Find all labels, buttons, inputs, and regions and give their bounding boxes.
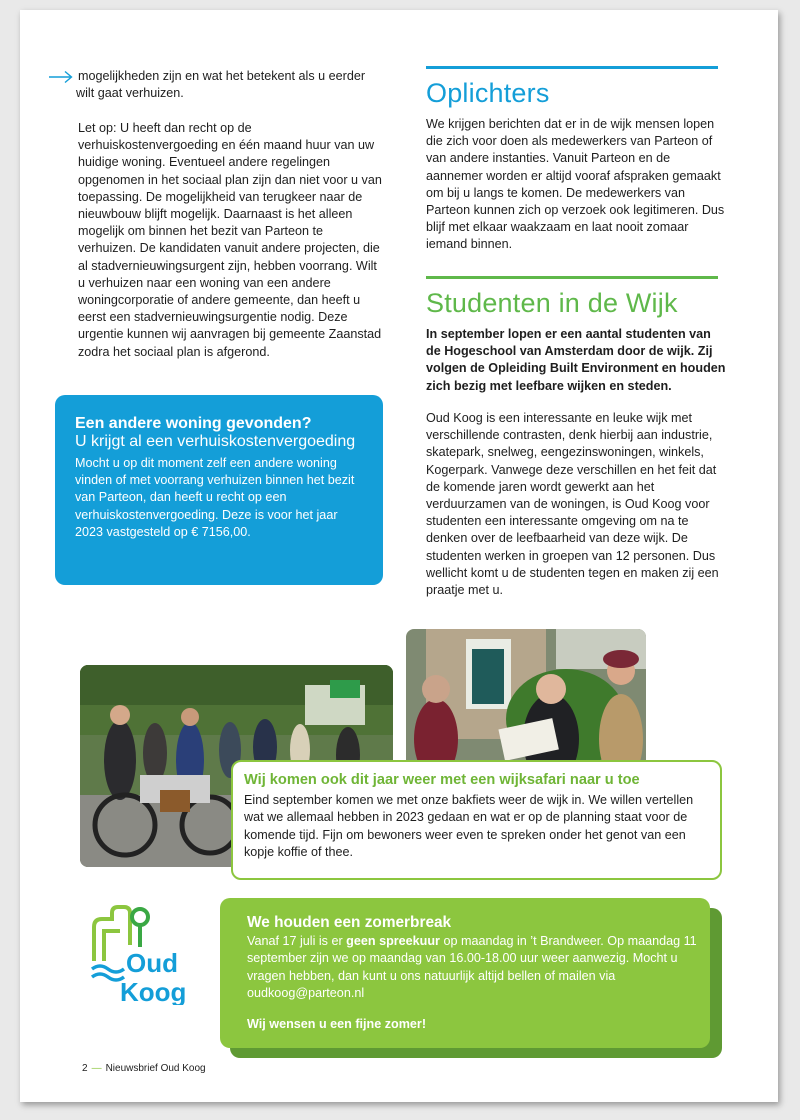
footer-dash: —: [91, 1063, 102, 1074]
summer-break-box: [220, 898, 710, 1048]
summer-break-text: [247, 933, 700, 1003]
logo-word-koog: Koog: [120, 977, 187, 1005]
oplichters-rule: [426, 66, 718, 69]
letop-paragraph: Let op: U heeft dan recht op de verhuiskostenvergoeding en één maand huur van uw huidige woning. Eventueel andere regelingen opgenomen in het sociaal plan zijn dan niet voor u van toepassing. De mogelijkheid van terugkeer naar de nieuwbouw blijft mogelijk. Daarnaast is het alleen mogelijk om binnen het bezit van Parteon te verhuizen. De kandidaten vanuit andere projecten, die al stadvernieuwingsurgent zijn, hebben voorrang. Wilt u verhuizen naar een woning van een andere woningcorporatie of andere gemeente, dan heeft u eerst een stadvernieuwingsurgentie nodig. Deze urgentie kunnen wij aanvragen bij gemeente Zaanstad zodra het sociaal plan is afgerond.: [78, 121, 382, 359]
intro-paragraph: [78, 68, 378, 102]
studenten-heading: Studenten in de Wijk: [426, 288, 678, 318]
studenten-body: Oud Koog is een interessante en leuke wijk met verschillende contrasten, denk hierbij aan industrie, skatepark, snelweg, eengezinswoningen, winkels, Kogerpark. Vanwege deze verschillen en het feit dat de komende jaren wordt gewerkt aan het verduurzamen van de woningen, is Oud Koog voor studenten een interessante omgeving om na te denken over de leefbaarheid van deze wijk. De studenten werken in groepen van 12 personen. Dus wellicht komt u de studenten tegen en maken zij een praatje met u.: [426, 411, 719, 598]
another-home-subtitle: U krijgt al een verhuiskostenvergoeding: [75, 433, 356, 450]
arrow-right-icon: [48, 70, 74, 84]
wijksafari-title: Wij komen ook dit jaar weer met een wijksafari naar u toe: [244, 772, 640, 788]
another-home-title: Een andere woning gevonden?: [75, 415, 312, 432]
page-number: 2: [82, 1063, 88, 1074]
studenten-intro: In september lopen er een aantal studenten van de Hogeschool van Amsterdam door de wijk. Zij volgen de Opleiding Built Environment en houden zich bezig met leefbare wijken en steden.: [426, 327, 726, 393]
logo-word-oud: Oud: [126, 948, 178, 978]
another-home-box: [55, 395, 383, 585]
oplichters-text: We krijgen berichten dat er in de wijk mensen lopen die zich voor doen als medewerkers van Parteon of van andere instanties. Vanuit Parteon en de aannemer worden er altijd vooraf afspraken gemaakt om bij u langs te komen. De medewerkers van Parteon kunnen zich op verzoek ook legitimeren. Dus blijf met elkaar waakzaam en laat nooit zomaar iemand binnen.: [426, 117, 725, 252]
wijksafari-box: [231, 760, 722, 880]
summer-break-title: We houden een zomerbreak: [247, 914, 452, 931]
newsletter-page: [20, 10, 778, 1102]
wijksafari-text: Eind september komen we met onze bakfiets weer de wijk in. We willen vertellen wat we allemaal hebben in 2023 gedaan en wat er op de planning staat voor de komende tijd. Fijn om bewoners weer even te spreken onder het genot van een kopje koffie of thee.: [244, 793, 694, 860]
summer-text-before: Vanaf 17 juli is er: [247, 934, 347, 948]
oud-koog-logo: [90, 905, 210, 1005]
summer-text-after: op maandag in ’t Brandweer. Op maandag 11 september zijn we op maandag van 16.00-18.00 uur weer aanwezig. Mocht u vragen hebben, dan kunt u ons natuurlijk altijd bellen of mailen via oudkoog@parteon.nl: [247, 934, 697, 1001]
photo-residents-with-map: [406, 629, 646, 774]
another-home-text: Mocht u op dit moment zelf een andere woning vinden of met voorrang verhuizen binnen het bezit van Parteon, dan heeft u recht op een verhuiskostenvergoeding. Deze is voor het jaar 2023 vastgesteld op € 7156,00.: [75, 456, 355, 539]
summer-text-bold: geen spreekuur: [346, 934, 440, 948]
summer-break-closing: Wij wensen u een fijne zomer!: [247, 1016, 427, 1031]
intro-line-1: mogelijkheden zijn en wat het betekent als u eerder: [78, 69, 366, 83]
studenten-rule: [426, 276, 718, 279]
publication-name: Nieuwsbrief Oud Koog: [105, 1063, 206, 1074]
intro-line-2: wilt gaat verhuizen.: [76, 86, 184, 101]
page-footer: [82, 1063, 206, 1074]
oplichters-heading: Oplichters: [426, 78, 550, 108]
